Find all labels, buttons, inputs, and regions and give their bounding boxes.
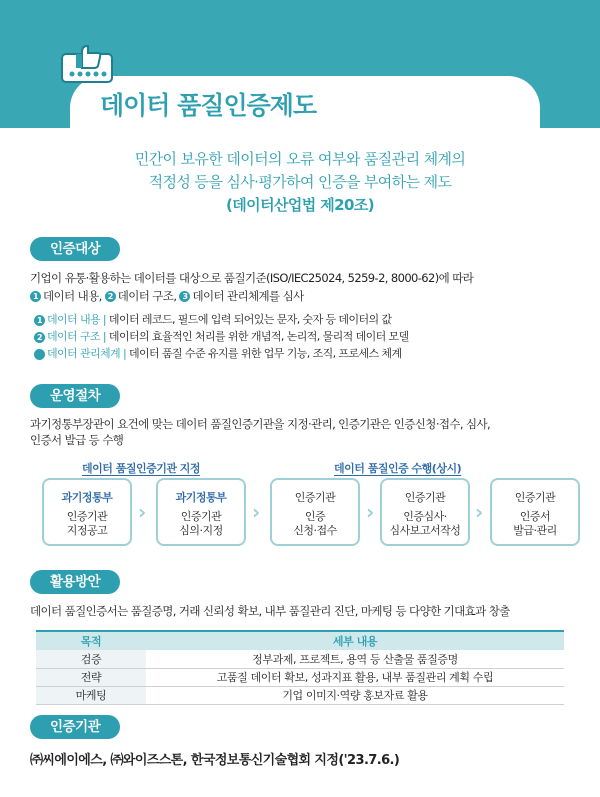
target-line-1: 기업이 유통·활용하는 데이터를 대상으로 품질기준(ISO/IEC25024, 5259-2, 8000-62)에 따라 [30,271,474,285]
step-org: 인증기관 [294,491,336,504]
intro-line-1: 민간이 보유한 데이터의 오류 여부와 품질관리 체계의 [134,150,466,168]
table-cell: 고품질 데이터 확보, 성과지표 활용, 내부 품질관리 계획 수립 [146,668,564,686]
chevron-right-icon: › [252,500,261,524]
page-title: 데이터 품질인증제도 [100,91,317,120]
table-header-purpose: 목적 [36,631,146,650]
table-cell: 마케팅 [36,686,146,704]
step-org: 과기정통부 [61,491,113,504]
dot-icon [34,349,45,360]
usage-line: 데이터 품질인증서는 품질증명, 거래 신뢰성 확보, 내부 품질관리 진단, 마케팅 등 다양한 기대효과 창출 [30,604,510,618]
step-4 [380,478,470,546]
table-row [36,668,564,686]
table-cell: 정부과제, 프로젝트, 용역 등 산출물 품질증명 [146,650,564,668]
target-detail-1 [34,311,391,327]
procedure-line-1: 과기정통부장관이 요건에 맞는 데이터 품질인증기관을 지정·관리, 인증기관은 인증신청·접수, 심사, [30,417,491,431]
table-row [36,650,564,668]
target-part-content: 데이터 내용, [43,289,102,303]
intro-law: (데이터산업법 제20조) [226,196,374,214]
detail-text: 데이터의 효율적인 처리를 위한 개념적, 논리적, 물리적 데이터 모델 [106,330,409,343]
table-cell: 전략 [36,668,146,686]
table-row [36,686,564,704]
section-heading-agency: 인증기관 [30,715,120,739]
detail-label: 데이터 구조 | [47,330,107,343]
number-1-icon: 1 [30,291,41,302]
target-detail-2 [34,328,409,344]
section-heading-usage: 활용방안 [30,570,120,594]
target-part-structure: 데이터 구조, [117,289,177,303]
step-desc: 인증 신청·접수 [293,510,337,537]
number-1-icon: 1 [34,315,45,326]
procedure-line-2: 인증서 발급 등 수행 [30,433,124,447]
detail-label: 데이터 관리체계 | [47,347,127,360]
step-desc: 인증서 발급·관리 [513,510,557,537]
step-3 [270,478,360,546]
number-2-icon: 2 [105,291,116,302]
intro-text [0,148,600,217]
step-1 [42,478,132,546]
table-header-row [36,631,564,650]
section-heading-target: 인증대상 [30,237,120,261]
target-detail-3 [34,345,401,361]
section-heading-procedure: 운영절차 [30,384,120,408]
agency-text: ㈜씨에이에스, ㈜와이즈스톤, 한국정보통신기술협회 지정('23.7.6.) [30,753,400,768]
table-header-detail: 세부 내용 [146,631,564,650]
table-cell: 검증 [36,650,146,668]
target-line-2 [30,288,304,304]
table-cell: 기업 이미지·역량 홍보자료 활용 [146,686,564,704]
step-5 [490,478,580,546]
detail-text: 데이터 품질 수준 유지를 위한 업무 기능, 조직, 프로세스 체계 [126,347,402,360]
chevron-right-icon: › [475,500,484,524]
step-desc: 인증기관 지정공고 [66,510,108,537]
number-2-icon: 2 [34,332,45,343]
step-org: 과기정통부 [175,491,227,504]
step-desc: 인증기관 심의·지정 [179,510,223,537]
thumbs-up-rating-icon [52,40,122,90]
chevron-right-icon: › [366,500,375,524]
intro-line-2: 적정성 등을 심사·평가하여 인증을 부여하는 제도 [148,173,452,191]
number-3-icon: 3 [179,291,190,302]
step-org: 인증기관 [404,491,446,504]
chevron-right-icon: › [138,500,147,524]
usage-table [36,630,564,705]
step-2 [156,478,246,546]
group-label-certification: 데이터 품질인증 수행(상시) [334,462,462,475]
step-org: 인증기관 [514,491,556,504]
target-part-management: 데이터 관리체계를 심사 [192,289,304,303]
step-desc: 인증심사· 심사보고서작성 [389,510,461,537]
detail-label: 데이터 내용 | [47,313,107,326]
detail-text: 데이터 레코드, 필드에 입력 되어있는 문자, 숫자 등 데이터의 값 [106,313,392,326]
group-label-designation: 데이터 품질인증기관 지정 [82,462,201,475]
